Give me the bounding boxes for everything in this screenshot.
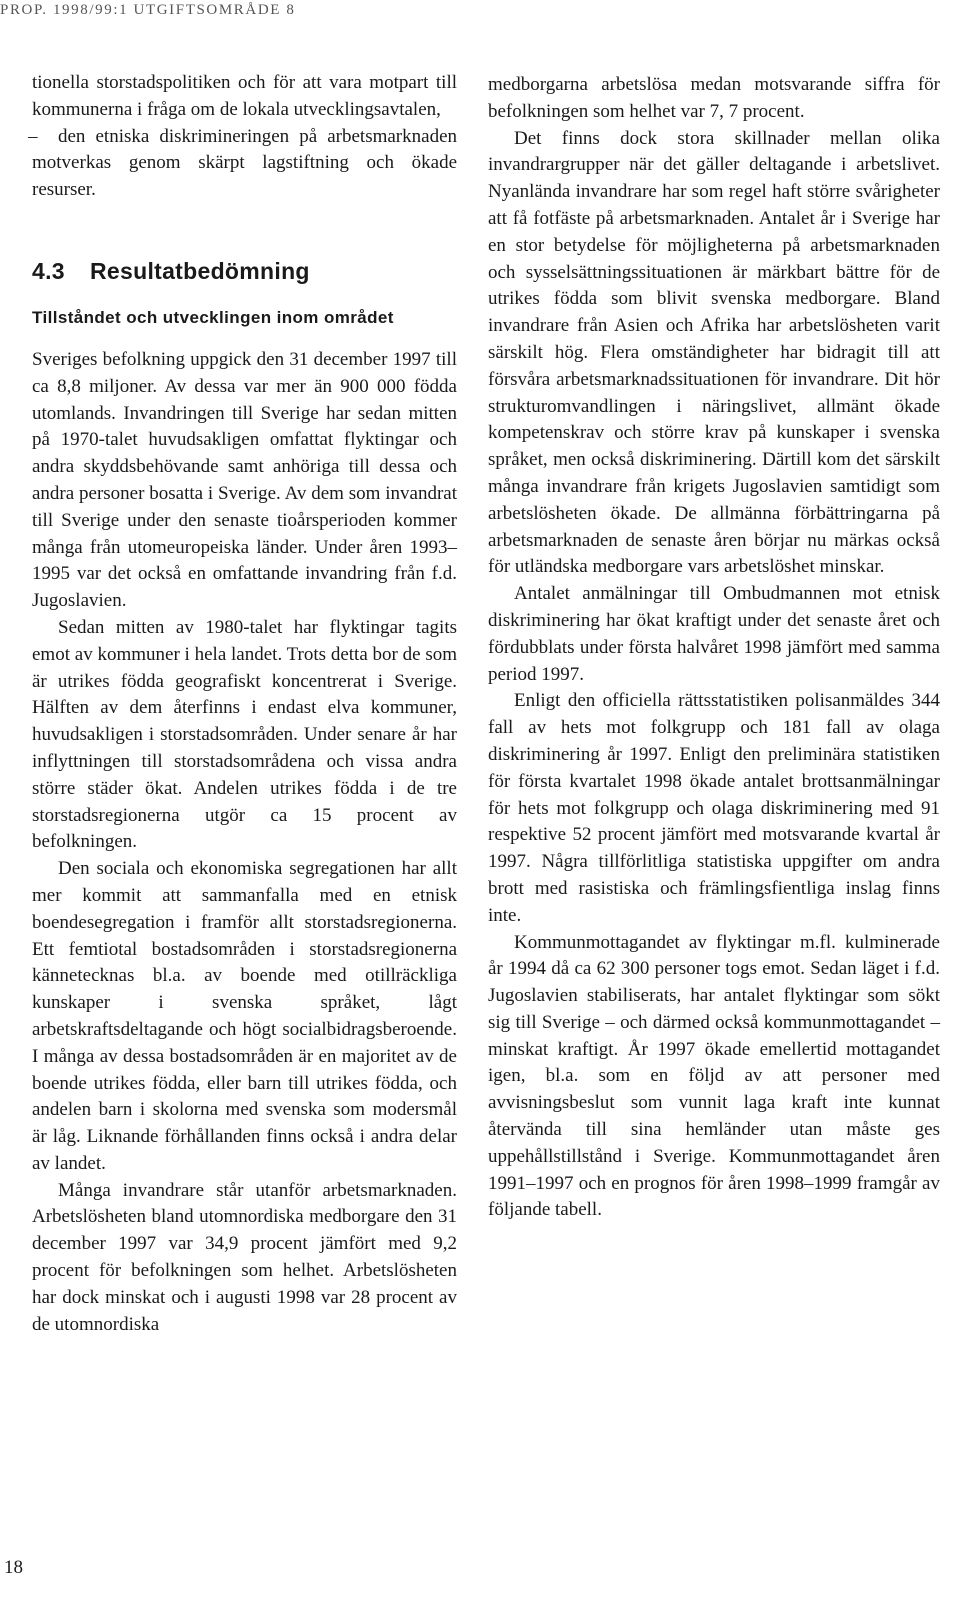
left-column	[28, 70, 457, 1338]
body-paragraph: Det finns dock stora skillnader mellan olika invandrargrupper när det gäller deltagande i arbetslivet. Nyanlända invandrare har som regel haft större svårigheter att få fotfäste på arbetsmarknaden. Antalet år i Sverige har en stor betydelse för möjligheterna på arbetsmarknaden och sysselsättningssituationen är märkbart bättre för de utrikes födda som blivit svenska medborgare. Bland invandrare från Asien och Afrika har arbetslösheten varit särskilt hög. Flera omständigheter har bidragit till att försvåra arbetsmarknadssituationen för invandrare. Dit hör strukturomvandlingen i näringslivet, allmänt ökade kompetenskrav och större krav på kunskaper i svenska språket, men också diskriminering. Därtill kom det särskilt många invandrare från krigets Jugoslavien samtidigt som arbetslösheten ökade. De allmänna förbättringarna på arbetsmarknaden de senaste åren börjar nu märkas också för utländska medborgare vars arbetslöshet minskar.	[488, 127, 940, 578]
intro-paragraph: tionella storstadspolitiken och för att vara motpart till kommunerna i fråga om de lokala utvecklingsavtalen,	[32, 72, 457, 120]
section-title: Resultatbedömning	[90, 257, 310, 284]
body-paragraph: Kommunmottagandet av flyktingar m.fl. kulminerade år 1994 då ca 62 300 personer togs emot. Sedan läget i f.d. Jugoslavien stabiliserats, har antalet flyktingar som sökt sig till Sverige – och därmed också kommunmottagandet – minskat kraftigt. År 1997 ökade emellertid mottagandet igen, bl.a. som en följd av att personer med avvisningsbeslut som vunnit laga kraft inte kunnat återvända till sina hemländer utan måste ges uppehållstillstånd i Sverige. Kommunmottagandet åren 1991–1997 och en prognos för åren 1998–1999 framgår av följande tabell.	[488, 931, 940, 1221]
body-paragraph: Sveriges befolkning uppgick den 31 december 1997 till ca 8,8 miljoner. Av dessa var mer än 900 000 födda utomlands. Invandringen till Sverige har sedan mitten på 1970-talet huvudsakligen omfattat flyktingar och andra skyddsbehövande samt anhöriga till dessa och andra personer bosatta i Sverige. Av dem som invandrat till Sverige under den senaste tioårsperioden kommer många från utomeuropeiska länder. Under åren 1993–1995 var det också en omfattande invandring från f.d. Jugoslavien.	[32, 348, 457, 612]
bullet-item	[28, 124, 457, 204]
section-number: 4.3	[32, 257, 65, 284]
bullet-text: den etniska diskrimineringen på arbetsmarknaden motverkas genom skärpt lagstiftning och ökade resurser.	[32, 125, 457, 201]
body-paragraph: Antalet anmälningar till Ombudmannen mot etnisk diskriminering har ökat kraftigt under det senaste året och fördubblats under första halvåret 1998 jämfört med samma period 1997.	[488, 583, 940, 685]
running-header: PROP. 1998/99:1 UTGIFTSOMRÅDE 8	[0, 2, 296, 18]
bullet-dash: –	[28, 125, 38, 147]
body-paragraph: Den sociala och ekonomiska segregationen har allt mer kommit att sammanfalla med en etnisk boendesegregation i framför allt storstadsregionerna. Ett femtiotal bostadsområden i storstadsregionerna kännetecknas bl.a. av boende med otillräckliga kunskaper i svenska språket, lågt arbetskraftsdeltagande och högt socialbidragsberoende. I många av dessa bostadsområden är en majoritet av de boende utrikes födda, eller barn till utrikes födda, och andelen barn i skolorna med svenska som modersmål är låg. Liknande förhållanden finns också i andra delar av landet.	[32, 858, 457, 1174]
subsection-heading: Tillståndet och utvecklingen inom området	[32, 307, 394, 327]
body-paragraph: Enligt den officiella rättsstatistiken polisanmäldes 344 fall av hets mot folkgrupp och 181 fall av olaga diskriminering år 1997. Enligt den preliminära statistiken för första kvartalet 1998 ökade antalet brottsanmälningar för hets mot folkgrupp och olaga diskriminering med 91 respektive 52 procent jämfört med motsvarande kvartal år 1997. Några tillförlitliga statistiska uppgifter om andra brott med rasistiska och främlingsfientliga inslag finns inte.	[488, 690, 940, 926]
right-column	[488, 72, 940, 1224]
section-heading	[32, 256, 457, 286]
body-paragraph: Sedan mitten av 1980-talet har flyktingar tagits emot av kommuner i hela landet. Trots detta bor de som är utrikes födda geografiskt koncentrerat i Sverige. Hälften av dem återfinns i endast elva kommuner, huvudsakligen i storstadsområden. Under senare år har inflyttningen till storstadsområdena och vissa andra större städer ökat. Andelen utrikes födda i de tre storstadsregionerna utgör ca 15 procent av befolkningen.	[32, 616, 457, 853]
body-paragraph: medborgarna arbetslösa medan motsvarande siffra för befolkningen som helhet var 7, 7 procent.	[488, 74, 940, 122]
body-paragraph: Många invandrare står utanför arbetsmarknaden. Arbetslösheten bland utomnordiska medborgare den 31 december 1997 var 34,9 procent jämfört med 9,2 procent för befolkningen som helhet. Arbetslösheten har dock minskat och i augusti 1998 var 28 procent av de utomnordiska	[32, 1179, 457, 1335]
page-number: 18	[4, 1557, 23, 1578]
